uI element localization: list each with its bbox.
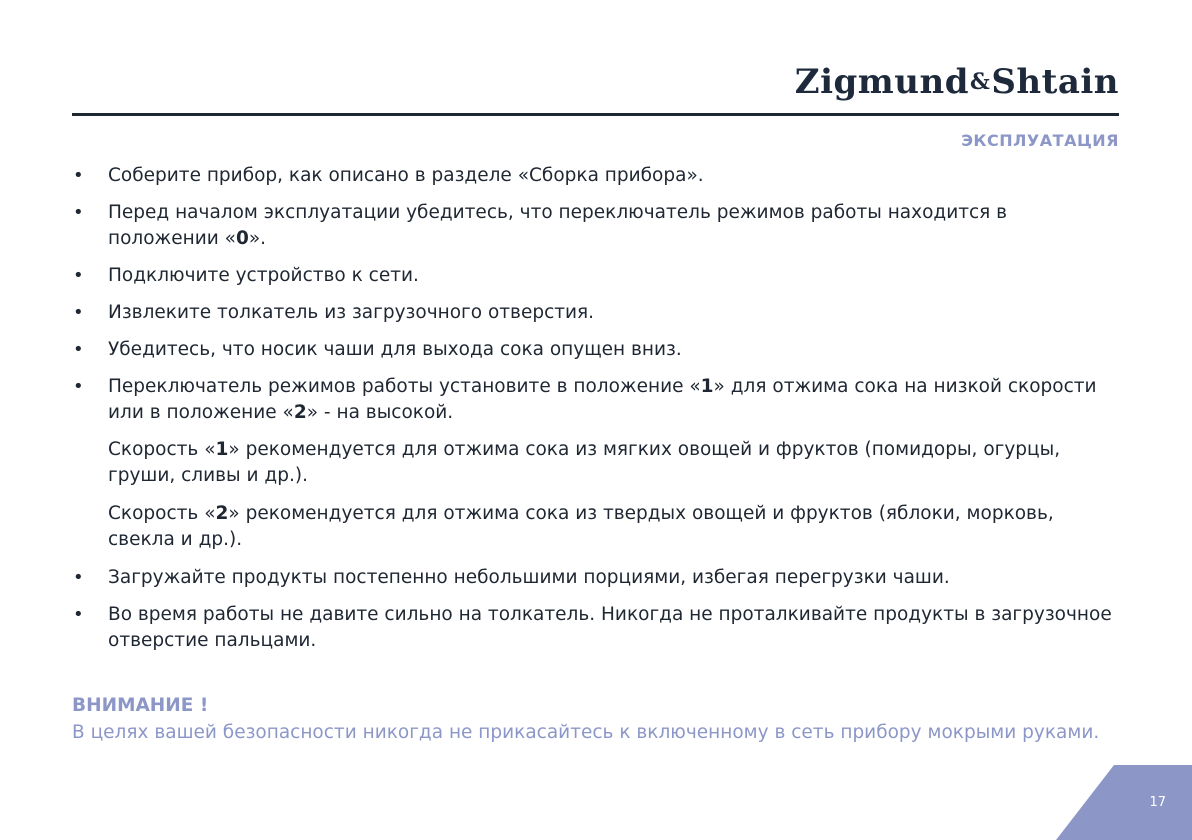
brand-name-part1: Zigmund — [794, 62, 969, 102]
warning-block — [72, 692, 1132, 746]
brand-logo — [795, 62, 1119, 102]
list-item: • Переключатель режимов работы установите в положение «1» для отжима сока на низкой скорости или в положение «2» - на высокой. — [72, 374, 1120, 426]
list-item: • Подключите устройство к сети. — [72, 263, 1120, 289]
list-item: • Перед началом эксплуатации убедитесь, что переключатель режимов работы находится в положении «0». — [72, 200, 1120, 252]
warning-title: ВНИМАНИЕ ! — [72, 695, 209, 716]
mode-value: 2 — [293, 402, 307, 423]
mode-value: 1 — [700, 376, 714, 397]
speed-note: Скорость «1» рекомендуется для отжима сока из мягких овощей и фруктов (помидоры, огурцы, груши, сливы и др.). — [108, 439, 1061, 486]
page-number: 17 — [1149, 795, 1166, 810]
list-item: • Соберите прибор, как описано в разделе «Сборка прибора». — [72, 163, 1120, 189]
mode-value: 2 — [215, 503, 229, 524]
mode-value: 0 — [235, 228, 249, 249]
list-item: • Убедитесь, что носик чаши для выхода сока опущен вниз. — [72, 337, 1120, 363]
brand-name-part2: Shtain — [991, 62, 1119, 102]
list-item: • Загружайте продукты постепенно небольшими порциями, избегая перегрузки чаши. — [72, 565, 1120, 591]
brand-ampersand: & — [969, 69, 991, 95]
mode-value: 1 — [215, 439, 229, 460]
section-title: ЭКСПЛУАТАЦИЯ — [961, 131, 1119, 150]
list-item: • Извлеките толкатель из загрузочного отверстия. — [72, 300, 1120, 326]
instructions-list — [72, 163, 1120, 665]
header-divider — [72, 113, 1119, 116]
speed-note: Скорость «2» рекомендуется для отжима сока из твердых овощей и фруктов (яблоки, морковь, свекла и др.). — [108, 503, 1054, 550]
page-corner-decoration — [1056, 765, 1192, 840]
list-item: • Во время работы не давите сильно на толкатель. Никогда не проталкивайте продукты в загрузочное отверстие пальцами. — [72, 602, 1120, 654]
warning-text: В целях вашей безопасности никогда не прикасайтесь к включенному в сеть прибору мокрыми руками. — [72, 722, 1100, 743]
